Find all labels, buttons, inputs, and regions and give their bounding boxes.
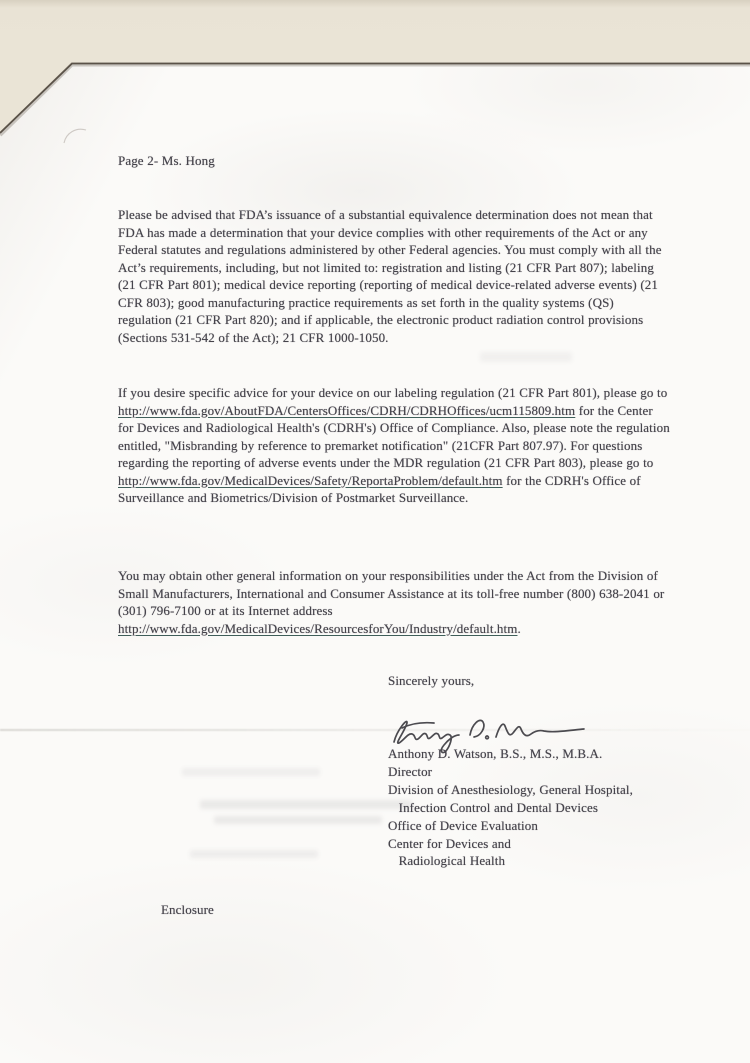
signer-division-line1: Division of Anesthesiology, General Hospital,	[388, 781, 633, 797]
signer-name: Anthony D. Watson, B.S., M.S., M.B.A.	[388, 746, 603, 761]
show-through-smudge	[190, 850, 318, 858]
paragraph-advice-text-2: for the Center for Devices and Radiological Health's (CDRH's) Office of Compliance. Also, please note the regulation entitled, "Misbranding by reference to premarket notification" (21CFR Part 807.97). For questions regarding the reporting of adverse events under the MDR regulation (21 CFR Part 803), please go to	[118, 402, 670, 470]
link-cdrh-offices-url[interactable]: http://www.fda.gov/AboutFDA/CentersOffices/CDRH/CDRHOffices/ucm115809.htm	[118, 402, 576, 418]
fold-crease	[0, 729, 750, 731]
show-through-smudge	[182, 768, 320, 776]
page-label: Page 2- Ms. Hong	[118, 153, 215, 168]
link-report-a-problem-url[interactable]: http://www.fda.gov/MedicalDevices/Safety/ReportaProblem/default.htm	[118, 472, 503, 488]
paragraph-advice-text-3: for the CDRH's Office of Surveillance and Biometrics/Division of Postmarket Surveillance.	[118, 472, 641, 505]
signer-office: Office of Device Evaluation	[388, 817, 538, 833]
signer-division-line2: Infection Control and Dental Devices	[388, 799, 598, 815]
show-through-smudge	[200, 800, 412, 809]
signer-center-line1: Center for Devices and	[388, 835, 511, 851]
show-through-smudge	[480, 352, 572, 362]
paragraph-info-text-1: You may obtain other general information on your responsibilities under the Act from the Division of Small Manufacturers, International and Consumer Assistance at its toll-free number (800) 638-2041 or (301) 796-7100 or at its Internet address	[118, 568, 665, 618]
paragraph-labeling-advice	[118, 384, 670, 507]
paragraph-regulatory-text: Please be advised that FDA’s issuance of a substantial equivalence determination does not mean that FDA has made a determination that your device complies with other requirements of the Act or any Federal statutes and regulations administered by other Federal agencies. You must comply with all the Act’s requirements, including, but not limited to: registration and listing (21 CFR Part 807); labeling (21 CFR Part 801); medical device reporting (reporting of medical device-related adverse events) (21 CFR 803); good manufacturing practice requirements as set forth in the quality systems (QS) regulation (21 CFR Part 820); and if applicable, the electronic product radiation control provisions (Sections 531-542 of the Act); 21 CFR 1000-1050.	[118, 207, 662, 345]
signer-center-line2: Radiological Health	[388, 853, 506, 869]
paragraph-info-text-2: .	[517, 620, 521, 636]
enclosure-note: Enclosure	[161, 902, 214, 917]
show-through-smudge	[214, 816, 382, 824]
paragraph-general-information	[118, 567, 670, 637]
signer-title: Director	[388, 763, 433, 779]
link-resources-for-industry-url[interactable]: http://www.fda.gov/MedicalDevices/ResourcesforYou/Industry/default.htm	[118, 620, 518, 636]
paragraph-regulatory-requirements	[118, 206, 670, 346]
closing-salutation: Sincerely yours,	[388, 673, 475, 688]
signature-block	[388, 745, 633, 870]
paragraph-advice-text-1: If you desire specific advice for your device on our labeling regulation (21 CFR Part 801), please go to	[118, 385, 668, 400]
